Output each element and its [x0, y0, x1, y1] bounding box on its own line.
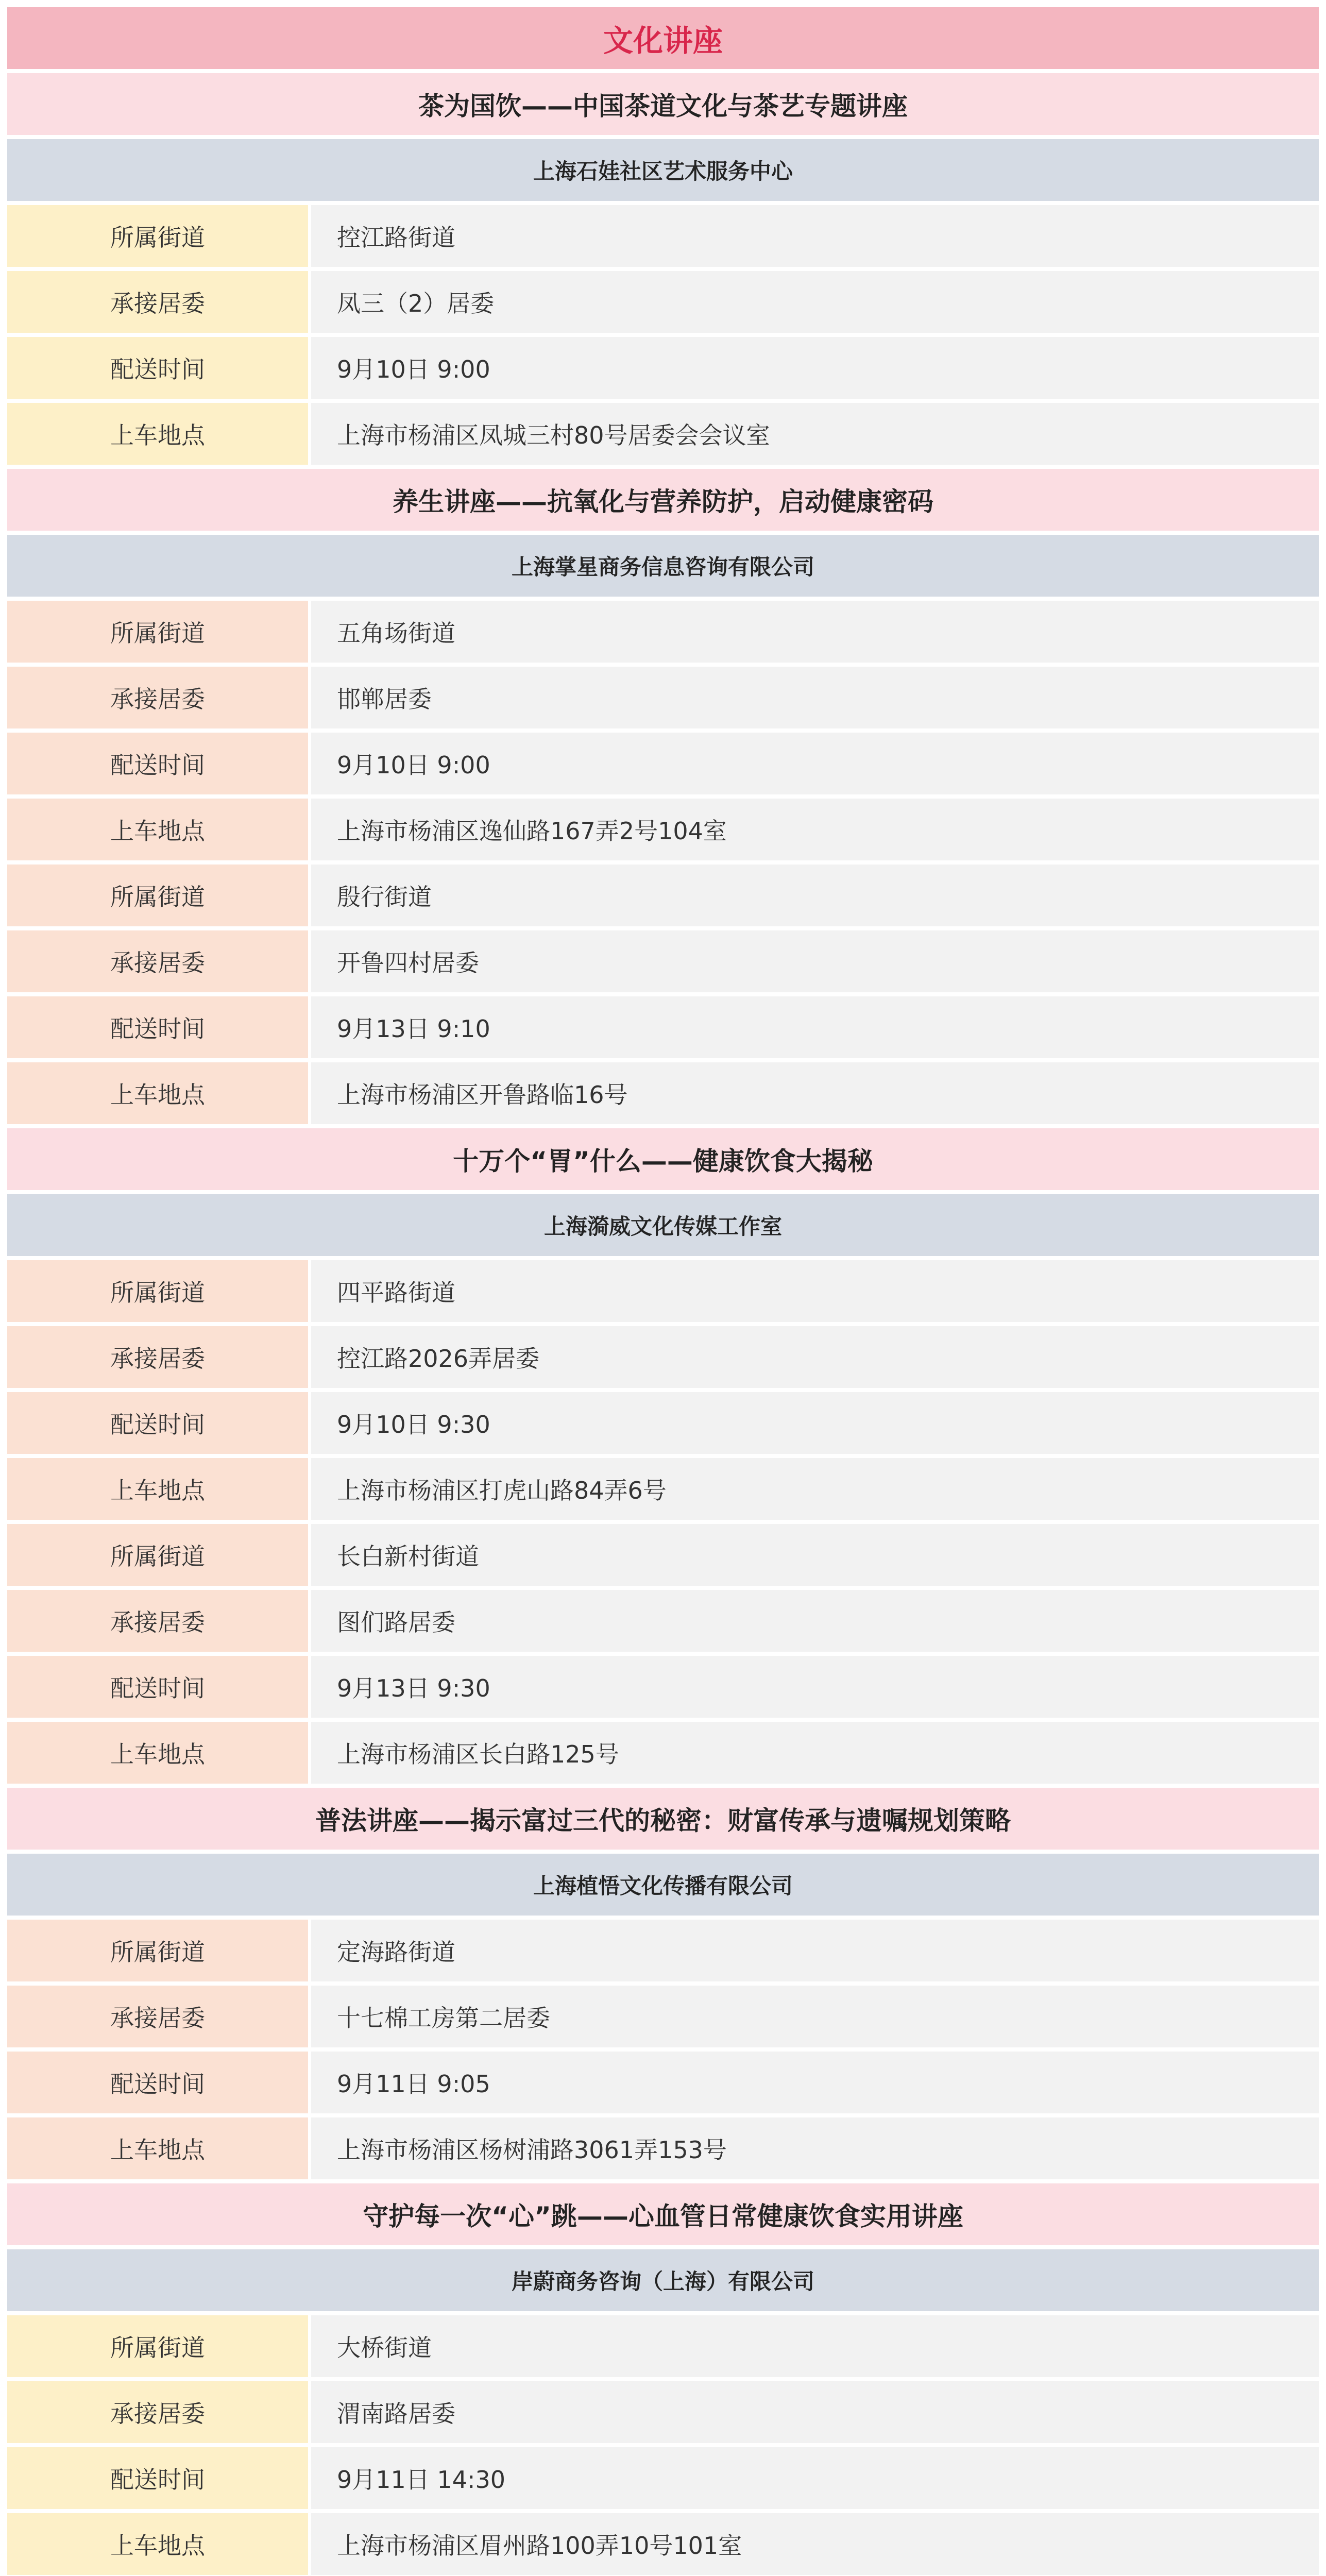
field-label: 承接居委 [7, 667, 311, 728]
field-label: 承接居委 [7, 1590, 311, 1652]
field-value: 殷行街道 [311, 865, 1319, 926]
field-value: 上海市杨浦区开鲁路临16号 [311, 1062, 1319, 1124]
field-label: 上车地点 [7, 1722, 311, 1784]
info-row [7, 865, 1319, 926]
info-row [7, 1722, 1319, 1784]
field-label: 上车地点 [7, 2117, 311, 2179]
field-value: 9月10日 9:00 [311, 733, 1319, 794]
lecture-schedule-sheet [7, 7, 1319, 2576]
field-value: 9月10日 9:00 [311, 337, 1319, 399]
info-row [7, 1986, 1319, 2047]
field-value: 上海市杨浦区打虎山路84弄6号 [311, 1458, 1319, 1520]
field-label: 所属街道 [7, 1260, 311, 1322]
field-value: 大桥街道 [311, 2315, 1319, 2377]
page-title: 文化讲座 [7, 7, 1319, 69]
info-row [7, 1392, 1319, 1454]
field-label: 配送时间 [7, 2447, 311, 2509]
field-label: 所属街道 [7, 1920, 311, 1981]
field-label: 配送时间 [7, 1656, 311, 1718]
field-label: 配送时间 [7, 733, 311, 794]
field-value: 十七棉工房第二居委 [311, 1986, 1319, 2047]
field-label: 所属街道 [7, 601, 311, 663]
field-value: 上海市杨浦区杨树浦路3061弄153号 [311, 2117, 1319, 2179]
field-label: 上车地点 [7, 2513, 311, 2575]
organizer-name: 岸蔚商务咨询（上海）有限公司 [7, 2249, 1319, 2311]
field-value: 9月11日 9:05 [311, 2052, 1319, 2113]
field-value: 9月11日 14:30 [311, 2447, 1319, 2509]
lecture-title: 十万个“胃”什么——健康饮食大揭秘 [7, 1128, 1319, 1190]
info-row [7, 667, 1319, 728]
organizer-name: 上海掌星商务信息咨询有限公司 [7, 535, 1319, 597]
field-value: 四平路街道 [311, 1260, 1319, 1322]
info-row [7, 2052, 1319, 2113]
field-label: 上车地点 [7, 1062, 311, 1124]
field-label: 承接居委 [7, 930, 311, 992]
field-label: 配送时间 [7, 996, 311, 1058]
info-row [7, 930, 1319, 992]
info-row [7, 403, 1319, 465]
field-value: 凤三（2）居委 [311, 271, 1319, 333]
field-label: 配送时间 [7, 337, 311, 399]
field-value: 图们路居委 [311, 1590, 1319, 1652]
field-value: 上海市杨浦区凤城三村80号居委会会议室 [311, 403, 1319, 465]
field-value: 五角场街道 [311, 601, 1319, 663]
field-value: 开鲁四村居委 [311, 930, 1319, 992]
info-row [7, 1260, 1319, 1322]
lecture-title: 养生讲座——抗氧化与营养防护，启动健康密码 [7, 469, 1319, 531]
info-row [7, 1062, 1319, 1124]
field-value: 定海路街道 [311, 1920, 1319, 1981]
lecture-title: 普法讲座——揭示富过三代的秘密：财富传承与遗嘱规划策略 [7, 1788, 1319, 1850]
field-label: 所属街道 [7, 2315, 311, 2377]
field-label: 配送时间 [7, 1392, 311, 1454]
lecture-title: 茶为国饮——中国茶道文化与茶艺专题讲座 [7, 73, 1319, 135]
field-value: 上海市杨浦区逸仙路167弄2号104室 [311, 799, 1319, 860]
info-row [7, 996, 1319, 1058]
field-value: 上海市杨浦区长白路125号 [311, 1722, 1319, 1784]
info-row [7, 1326, 1319, 1388]
info-row [7, 205, 1319, 267]
field-value: 上海市杨浦区眉州路100弄10号101室 [311, 2513, 1319, 2575]
field-label: 上车地点 [7, 1458, 311, 1520]
field-label: 承接居委 [7, 271, 311, 333]
info-row [7, 337, 1319, 399]
info-row [7, 271, 1319, 333]
lecture-list [7, 73, 1319, 2576]
field-label: 上车地点 [7, 799, 311, 860]
field-label: 承接居委 [7, 2381, 311, 2443]
info-row [7, 2513, 1319, 2575]
field-value: 长白新村街道 [311, 1524, 1319, 1586]
info-row [7, 1458, 1319, 1520]
organizer-name: 上海漪威文化传媒工作室 [7, 1194, 1319, 1256]
field-label: 上车地点 [7, 403, 311, 465]
field-value: 控江路街道 [311, 205, 1319, 267]
info-row [7, 1920, 1319, 1981]
info-row [7, 1524, 1319, 1586]
info-row [7, 1590, 1319, 1652]
field-label: 所属街道 [7, 205, 311, 267]
field-value: 邯郸居委 [311, 667, 1319, 728]
field-label: 配送时间 [7, 2052, 311, 2113]
organizer-name: 上海石娃社区艺术服务中心 [7, 139, 1319, 201]
info-row [7, 601, 1319, 663]
field-value: 控江路2026弄居委 [311, 1326, 1319, 1388]
info-row [7, 1656, 1319, 1718]
organizer-name: 上海植悟文化传播有限公司 [7, 1854, 1319, 1916]
lecture-title: 守护每一次“心”跳——心血管日常健康饮食实用讲座 [7, 2183, 1319, 2245]
field-value: 9月13日 9:30 [311, 1656, 1319, 1718]
field-value: 渭南路居委 [311, 2381, 1319, 2443]
field-label: 承接居委 [7, 1326, 311, 1388]
field-label: 所属街道 [7, 865, 311, 926]
info-row [7, 2315, 1319, 2377]
info-row [7, 2447, 1319, 2509]
info-row [7, 733, 1319, 794]
field-label: 承接居委 [7, 1986, 311, 2047]
field-label: 所属街道 [7, 1524, 311, 1586]
field-value: 9月13日 9:10 [311, 996, 1319, 1058]
info-row [7, 2117, 1319, 2179]
info-row [7, 2381, 1319, 2443]
field-value: 9月10日 9:30 [311, 1392, 1319, 1454]
info-row [7, 799, 1319, 860]
